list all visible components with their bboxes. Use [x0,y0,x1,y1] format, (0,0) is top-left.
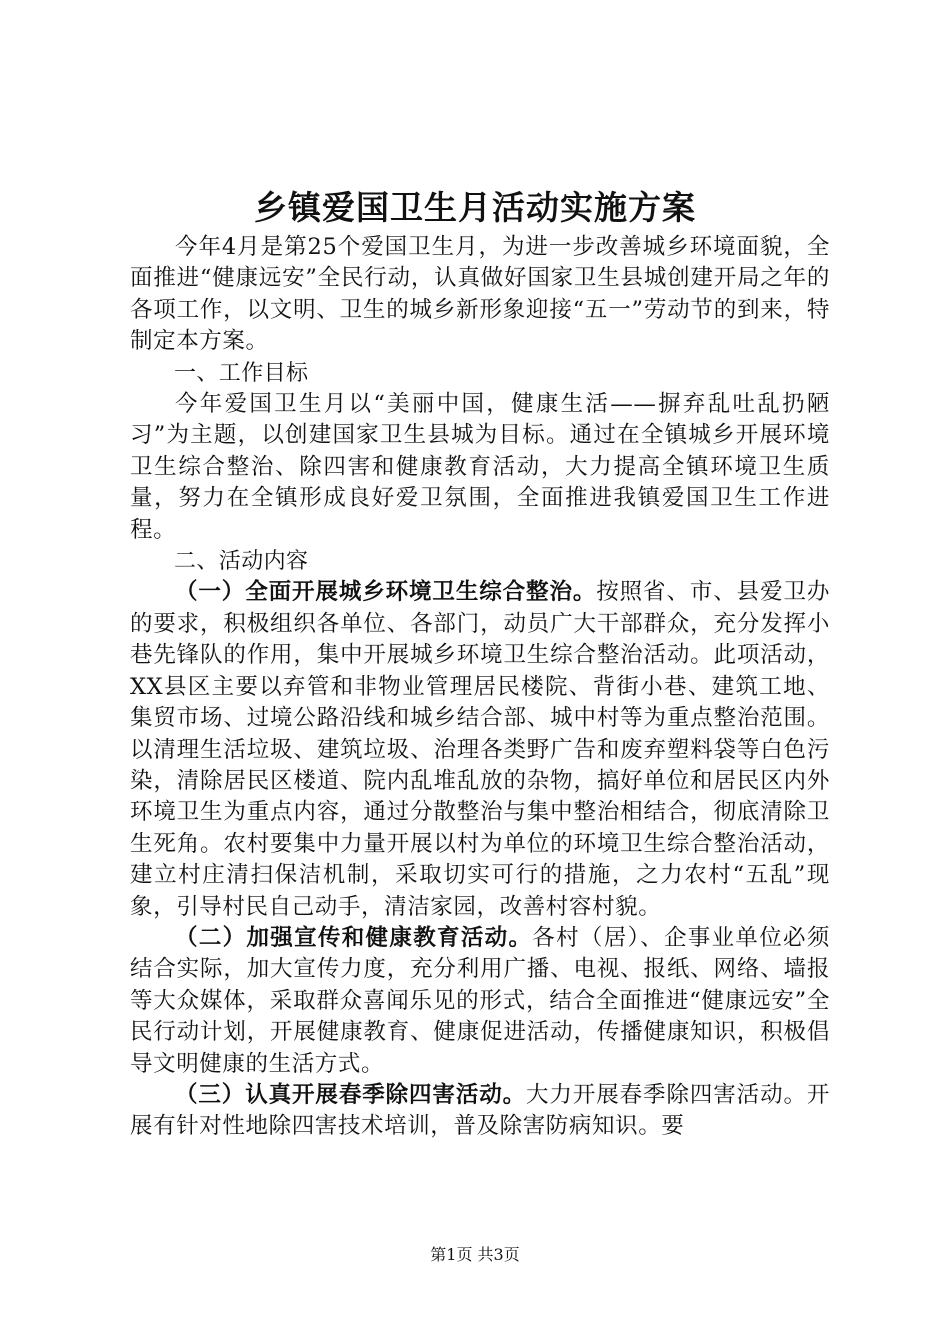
activity-lead-1: （一）全面开展城乡环境卫生综合整治。 [175,579,597,606]
activity-lead-2: （二）加强宣传和健康教育活动。 [175,924,533,951]
activity-text-2: 各村（居）、企事业单位必须结合实际，加大宣传力度，充分利用广播、电视、报纸、网络、墙报等大众媒体，采取群众喜闻乐见的形式，结合全面推进“健康远安”全民行动计划，开展健康教育、健康促进活动，传播健康知识，积极倡导文明健康的生活方式。 [130,924,830,1077]
goals-paragraph: 今年爱国卫生月以“美丽中国，健康生活——摒弃乱吐乱扔陋习”为主题，以创建国家卫生县城为目标。通过在全镇城乡开展环境卫生综合整治、除四害和健康教育活动，大力提高全镇环境卫生质量，努力在全镇形成良好爱卫氛围，全面推进我镇爱国卫生工作进程。 [130,391,830,543]
section-heading-goals: 一、工作目标 [174,360,309,386]
page-footer: 第1页 共3页 [430,1245,520,1264]
activity-paragraph-1 [130,577,830,922]
document-body [130,232,830,1143]
activity-lead-3: （三）认真开展春季除四害活动。 [175,1081,527,1108]
activity-text-1: 按照省、市、县爱卫办的要求，积极组织各单位、各部门，动员广大干部群众，充分发挥小巷先锋队的作用，集中开展城乡环境卫生综合整治活动。此项活动，XX县区主要以弃管和非物业管理居民楼院、背街小巷、建筑工地、集贸市场、过境公路沿线和城乡结合部、城中村等为重点整治范围。以清理生活垃圾、建筑垃圾、治理各类野广告和废弃塑料袋等白色污染，清除居民区楼道、院内乱堆乱放的杂物，搞好单位和居民区内外环境卫生为重点内容，通过分散整治与集中整治相结合，彻底清除卫生死角。农村要集中力量开展以村为单位的环境卫生综合整治活动，建立村庄清扫保洁机制，采取切实可行的措施，之力农村“五乱”现象，引导村民自己动手，清洁家园，改善村容村貌。 [130,579,830,920]
activity-paragraph-3 [130,1080,830,1143]
activity-paragraph-2 [130,923,830,1080]
section-heading-activities: 二、活动内容 [174,549,309,575]
activity-text-3: 大力开展春季除四害活动。开展有针对性地除四害技术培训，普及除害防病知识。要 [130,1081,830,1140]
intro-paragraph: 今年4月是第25个爱国卫生月，为进一步改善城乡环境面貌，全面推进“健康远安”全民行动，认真做好国家卫生县城创建开局之年的各项工作，以文明、卫生的城乡新形象迎接“五一”劳动节的到来，特制定本方案。 [130,234,830,355]
document-title: 乡镇爱国卫生月活动实施方案 [254,188,696,227]
